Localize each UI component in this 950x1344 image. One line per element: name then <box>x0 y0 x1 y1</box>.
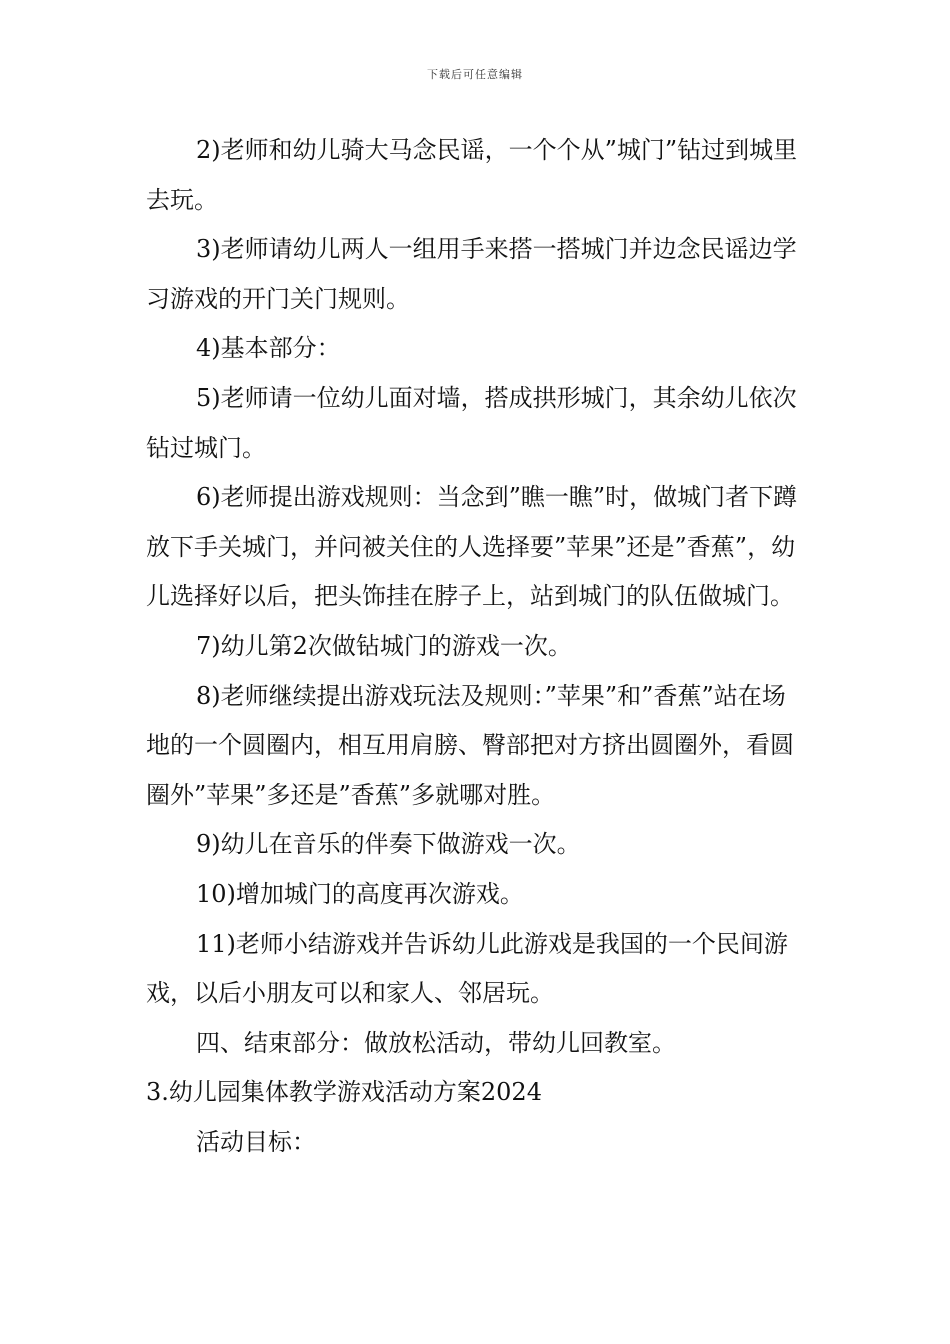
paragraph: 3)老师请幼儿两人一组用手来搭一搭城门并边念民谣边学习游戏的开门关门规则。 <box>146 235 797 313</box>
page-header: 下载后可任意编辑 <box>427 68 523 81</box>
paragraph: 6)老师提出游戏规则：当念到”瞧一瞧”时，做城门者下蹲放下手关城门，并问被关住的人选择要”苹果”还是”香蕉”，幼儿选择好以后，把头饰挂在脖子上，站到城门的队伍做城门。 <box>146 483 798 611</box>
paragraph: 9)幼儿在音乐的伴奏下做游戏一次。 <box>196 830 581 859</box>
paragraph: 8)老师继续提出游戏玩法及规则：”苹果”和”香蕉”站在场地的一个圆圈内，相互用肩膀、臀部把对方挤出圆圈外，看圆圈外”苹果”多还是”香蕉”多就哪对胜。 <box>146 681 794 809</box>
paragraph: 5)老师请一位幼儿面对墙，搭成拱形城门，其余幼儿依次钻过城门。 <box>146 383 797 462</box>
paragraph: 10)增加城门的高度再次游戏。 <box>196 879 524 908</box>
paragraph: 11)老师小结游戏并告诉幼儿此游戏是我国的一个民间游戏，以后小朋友可以和家人、邻居玩。 <box>146 929 788 1008</box>
paragraph: 7)幼儿第2次做钻城门的游戏一次。 <box>196 631 572 660</box>
section-heading: 3.幼儿园集体教学游戏活动方案2024 <box>146 1078 542 1107</box>
paragraph: 2)老师和幼儿骑大马念民谣，一个个从”城门”钻过到城里去玩。 <box>146 136 798 214</box>
paragraph: 四、结束部分：做放松活动，带幼儿回教室。 <box>196 1028 676 1057</box>
paragraph: 4)基本部分： <box>196 334 341 363</box>
paragraph: 活动目标： <box>196 1127 316 1156</box>
document-body <box>146 126 808 1167</box>
